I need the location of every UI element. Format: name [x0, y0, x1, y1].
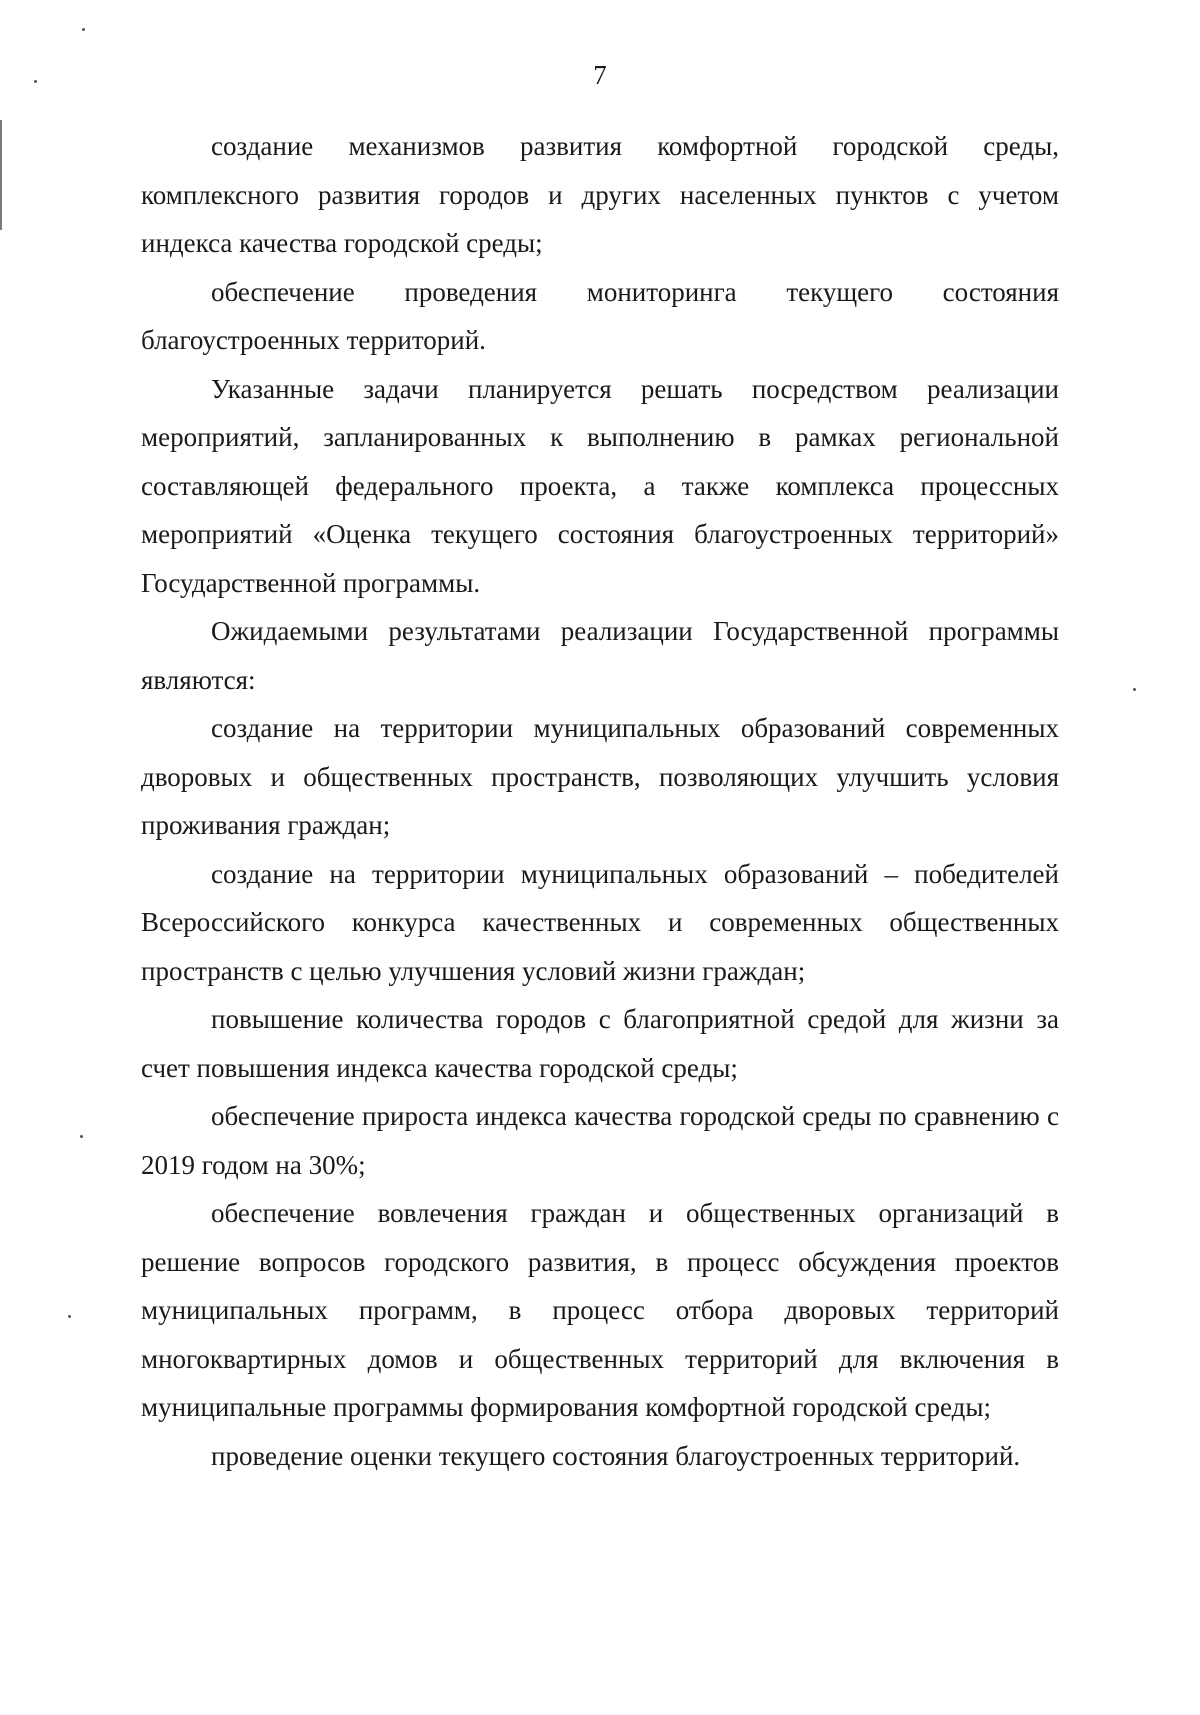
- paragraph: обеспечение вовлечения граждан и общественных организаций в решение вопросов городского развития, в процесс обсуждения проектов муниципальных программ, в процесс отбора дворовых территорий многоквартирных домов и общественных территорий для включения в муниципальные программы формирования комфортной городской среды;: [141, 1198, 1059, 1422]
- paragraph: создание на территории муниципальных образований современных дворовых и общественных пространств, позволяющих улучшить условия проживания граждан;: [141, 713, 1059, 840]
- paragraph: обеспечение прироста индекса качества городской среды по сравнению с 2019 годом на 30%;: [141, 1101, 1059, 1180]
- scan-speck: [82, 28, 85, 31]
- scan-speck: [80, 1135, 83, 1138]
- paragraph: Ожидаемыми результатами реализации Государственной программы являются:: [141, 616, 1059, 695]
- paragraph: обеспечение проведения мониторинга текущего состояния благоустроенных территорий.: [141, 276, 1059, 355]
- page-number: 7: [593, 60, 607, 90]
- paragraph: создание механизмов развития комфортной городской среды, комплексного развития городов и других населенных пунктов с учетом индекса качества городской среды;: [141, 131, 1059, 258]
- document-body: [141, 122, 1059, 1480]
- scan-edge-mark: [0, 120, 2, 230]
- paragraph: Указанные задачи планируется решать посредством реализации мероприятий, запланированных к выполнению в рамках региональной составляющей федерального проекта, а также комплекса процессных мероприятий «Оценка текущего состояния благоустроенных территорий» Государственной программы.: [141, 373, 1059, 598]
- scan-speck: [68, 1315, 71, 1318]
- scan-speck: [1133, 688, 1136, 691]
- paragraph: повышение количества городов с благоприятной средой для жизни за счет повышения индекса качества городской среды;: [141, 1004, 1059, 1083]
- paragraph: проведение оценки текущего состояния благоустроенных территорий.: [211, 1440, 1021, 1471]
- paragraph: создание на территории муниципальных образований – победителей Всероссийского конкурса качественных и современных общественных пространств с целью улучшения условий жизни граждан;: [141, 858, 1059, 986]
